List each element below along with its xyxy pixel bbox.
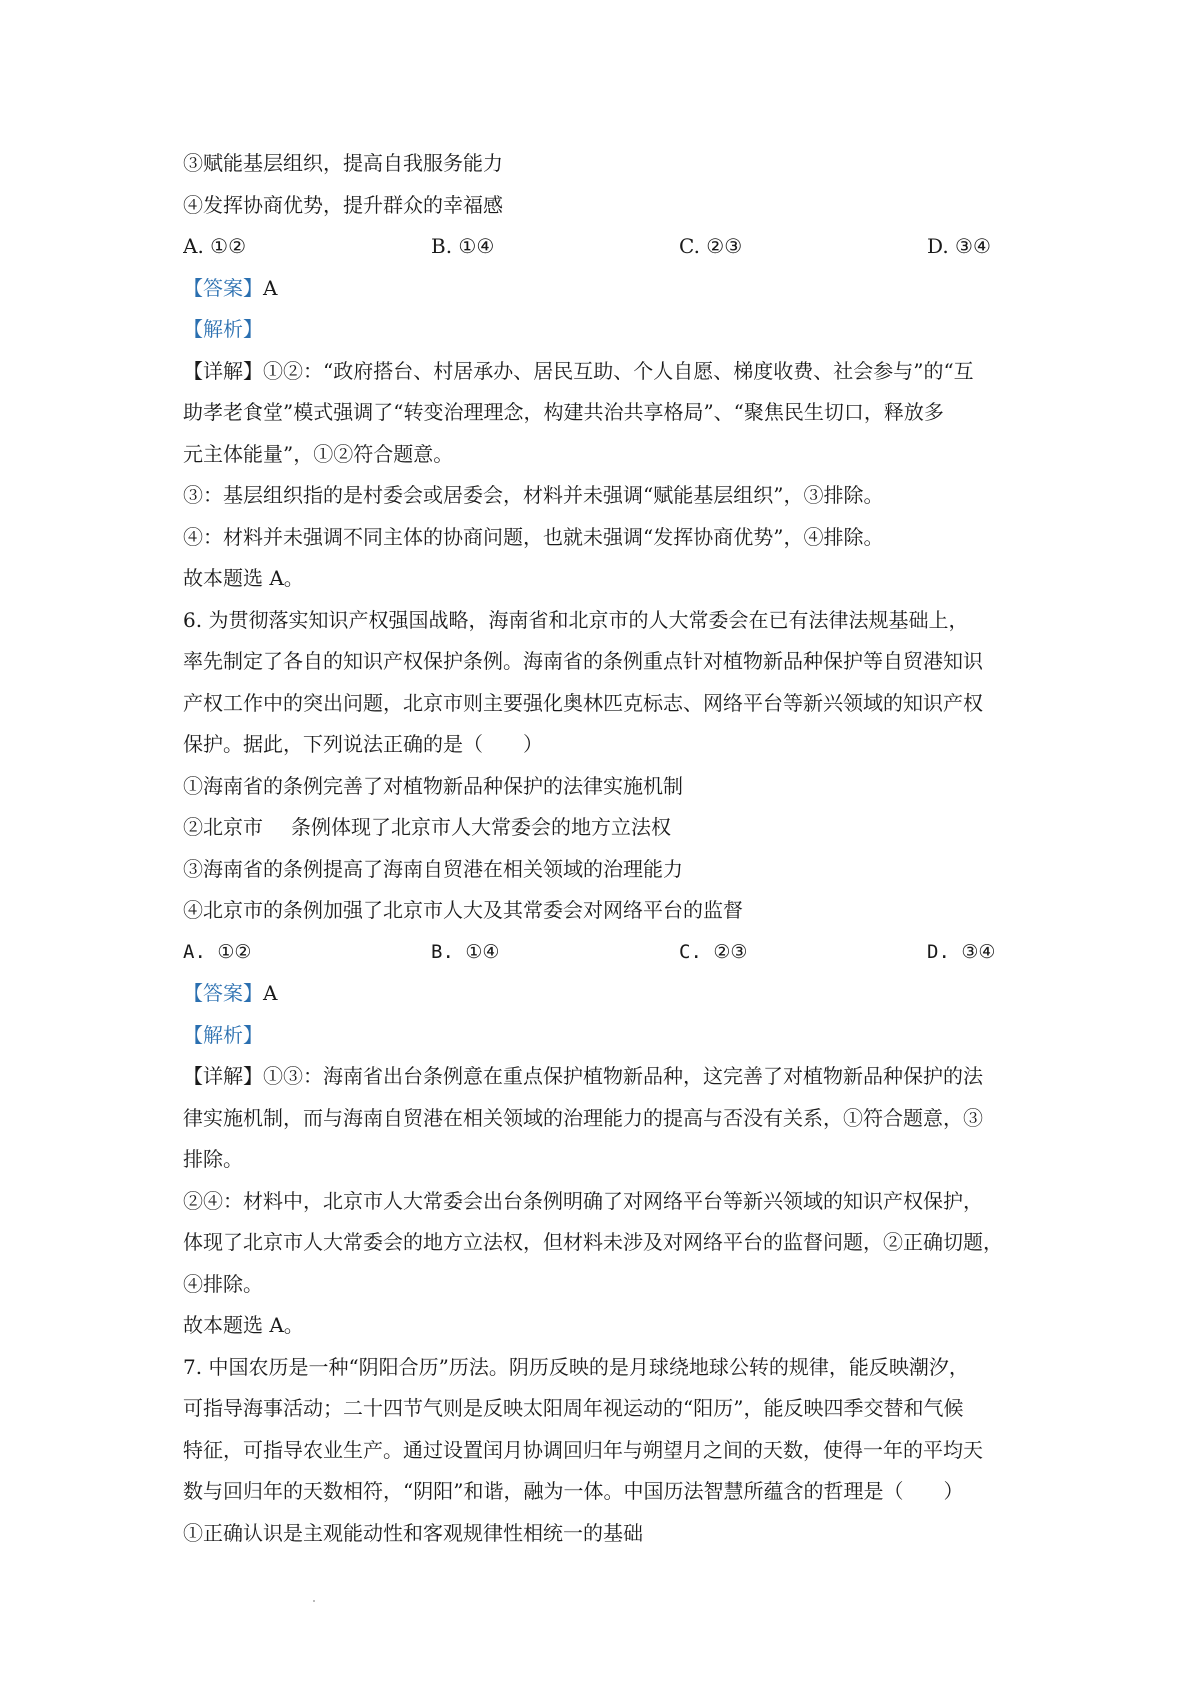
q5-item-4: ④发挥协商优势，提升群众的幸福感 [183,192,503,217]
q5-option-d: D. ③④ [927,234,991,258]
q6-stem-paren-end: ） [523,732,543,756]
q5-detail-tag: 【详解】 [183,358,263,383]
q6-detail-line-1 [183,1056,1028,1098]
q5-item-3: ③赋能基层组织，提高自我服务能力 [183,151,503,175]
q6-answer-tag: 【答案】 [183,981,263,1005]
q5-analysis-tag: 【解析】 [183,317,263,341]
q5-detail-line-3: 元主体能量”，①②符合题意。 [183,441,454,466]
q6-detail-text-1: ①③：海南省出台条例意在重点保护植物新品种，这完善了对植物新品种保护的法 [263,1064,983,1088]
q6-stem-text-4: 保护。据此，下列说法正确的是（ [183,732,483,756]
q6-stem-line-2: 率先制定了各自的知识产权保护条例。海南省的条例重点针对植物新品种保护等自贸港知识 [183,649,983,673]
q6-item-1: ①海南省的条例完善了对植物新品种保护的法律实施机制 [183,773,683,798]
q6-option-a: A. ①② [183,940,252,963]
q6-item-3: ③海南省的条例提高了海南自贸港在相关领域的治理能力 [183,856,683,881]
q7-stem-text-4: 数与回归年的天数相符，“阴阳”和谐，融为一体。中国历法智慧所蕴含的哲理是（ [183,1479,904,1503]
q5-option-a: A. ①② [183,234,247,258]
q6-conclusion: 故本题选 A。 [183,1313,304,1337]
q6-item-2-head: ②北京市 [183,815,263,839]
q5-options [183,226,1028,268]
q5-option-c: C. ②③ [679,234,743,258]
footer-mark [313,1600,315,1602]
q6-detail-line-5: 体现了北京市人大常委会的地方立法权，但材料未涉及对网络平台的监督问题，②正确切题， [183,1230,1003,1254]
q6-stem-line-1: 6. 为贯彻落实知识产权强国战略，海南省和北京市的人大常委会在已有法律法规基础上， [183,607,969,632]
q6-detail-line-4: ②④：材料中，北京市人大常委会出台条例明确了对网络平台等新兴领域的知识产权保护， [183,1188,983,1213]
q6-options [183,932,1028,974]
q5-answer-tag: 【答案】 [183,275,263,300]
q6-option-d: D. ③④ [927,940,996,963]
q6-detail-line-6: ④排除。 [183,1271,263,1296]
q5-detail-line-5: ④：材料并未强调不同主体的协商问题，也就未强调“发挥协商优势”，④排除。 [183,524,884,549]
q5-detail-line-1 [183,351,1028,393]
q6-detail-line-2: 律实施机制，而与海南自贸港在相关领域的治理能力的提高与否没有关系，①符合题意，③ [183,1105,983,1130]
q6-item-4: ④北京市的条例加强了北京市人大及其常委会对网络平台的监督 [183,898,743,922]
q7-item-1: ①正确认识是主观能动性和客观规律性相统一的基础 [183,1520,643,1545]
q6-answer [183,973,1028,1015]
q6-detail-line-3: 排除。 [183,1147,243,1171]
q6-analysis-tag: 【解析】 [183,1022,263,1047]
q5-detail-line-4: ③：基层组织指的是村委会或居委会，材料并未强调“赋能基层组织”，③排除。 [183,483,884,507]
q6-answer-value: A [263,981,278,1005]
q5-detail-text-1: ①②：“政府搭台、村居承办、居民互助、个人自愿、梯度收费、社会参与”的“互 [263,358,974,383]
q6-item-2-tail: 条例体现了北京市人大常委会的地方立法权 [291,815,671,839]
q7-stem-line-2: 可指导海事活动；二十四节气则是反映太阳周年视运动的“阳历”，能反映四季交替和气候 [183,1396,964,1420]
q5-answer [183,268,1028,310]
q5-option-b: B. ①④ [431,234,495,258]
q6-stem-line-3: 产权工作中的突出问题，北京市则主要强化奥林匹克标志、网络平台等新兴领域的知识产权 [183,690,983,715]
q7-stem-line-4 [183,1471,1028,1513]
q6-option-b: B. ①④ [431,940,500,963]
q6-option-c: C. ②③ [679,940,748,963]
q5-conclusion: 故本题选 A。 [183,566,304,590]
q5-detail-line-2: 助孝老食堂”模式强调了“转变治理理念，构建共治共享格局”、“聚焦民生切口，释放多 [183,400,944,424]
q6-detail-tag: 【详解】 [183,1064,263,1088]
q7-stem-line-1: 7. 中国农历是一种“阴阳合历”历法。阴历反映的是月球绕地球公转的规律，能反映潮汐， [183,1354,969,1379]
q6-stem-line-4 [183,724,1028,766]
q6-item-2 [183,807,1028,849]
page-content [183,143,1028,1554]
q5-answer-value: A [263,275,278,300]
q7-stem-paren-end: ） [943,1479,964,1503]
q7-stem-line-3: 特征，可指导农业生产。通过设置闰月协调回归年与朔望月之间的天数，使得一年的平均天 [183,1437,983,1462]
